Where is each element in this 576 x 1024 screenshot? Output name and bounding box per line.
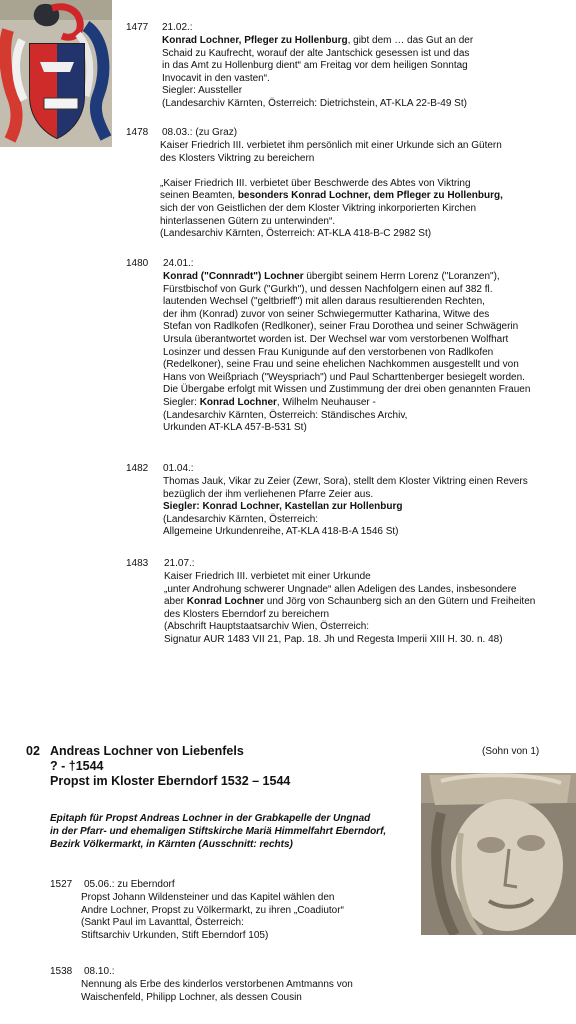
entry-line [163, 347, 530, 360]
entry-line [160, 165, 503, 178]
entry-line [163, 501, 528, 514]
entry-line [160, 228, 503, 241]
entry-line [160, 216, 503, 229]
text-segment: (Landesarchiv Kärnten, Österreich: AT-KLA 418-B-C 2982 St) [160, 228, 432, 240]
section-number: 02 [26, 744, 40, 758]
entry-line [164, 621, 535, 634]
text-segment: Die Übergabe erfolgt mit Wissen und Zustimmung der drei oben genannten Frauen [163, 384, 531, 396]
text-segment: lautenden Wechsel ("geltbrieff") mit allen daraus resultierenden Rechten, [163, 296, 485, 308]
epitaph-caption [50, 812, 386, 851]
text-segment: des Klosters Eberndorf zu bereichern [164, 608, 330, 620]
section-person-name: Andreas Lochner von Liebenfels [50, 744, 244, 758]
text-segment: in das Amt zu Hollenburg dient“ am Freitag vor dem heiligen Sonntag [162, 60, 468, 72]
stone-relief-icon [421, 773, 576, 935]
entry-date: 24.01.: [163, 258, 194, 269]
text-segment: hinterlassenen Gütern zu unterwinden“. [160, 215, 336, 227]
text-segment: (Redelkoner), seine Frau und seine ehelichen Nachkommen ausgestellt und von [163, 359, 519, 371]
entry-line [164, 584, 535, 597]
text-segment: der ihm (Konrad) zuvor von seiner Schwiegermutter Katharina, Witwe des [163, 308, 490, 320]
text-segment: Invocavit in den vasten“. [162, 72, 270, 84]
entry-line [160, 178, 503, 191]
entry-year: 1482 [126, 463, 149, 474]
entry-year: 1480 [126, 258, 149, 269]
text-segment: des Klosters Viktring zu bereichern [160, 152, 315, 164]
entry-line: Propst Johann Wildensteiner und das Kapitel wählen den [81, 892, 335, 903]
epitaph-photo [421, 773, 576, 935]
text-segment: Losinzer und dessen Frau Kunigunde auf den verstorbenen von Radlkofen [163, 346, 494, 358]
text-segment: Siegler: Aussteller [162, 85, 243, 97]
entry-body [163, 476, 528, 539]
text-segment: Allgemeine Urkundenreihe, AT-KLA 418-B-A 1546 St) [163, 526, 399, 538]
entry-line [160, 140, 503, 153]
entry-line [163, 296, 530, 309]
text-segment: Signatur AUR 1483 VII 21, Pap. 18. Jh und Regesta Imperii XIII H. 30. n. 48) [164, 633, 503, 645]
entry-body [81, 979, 353, 1004]
text-segment: „Kaiser Friedrich III. verbietet über Beschwerde des Abtes von Viktring [160, 177, 471, 189]
entry-line [163, 359, 530, 372]
text-segment: Siegler: [163, 396, 200, 408]
entry-line [163, 271, 530, 284]
entry-line [160, 190, 503, 203]
entry-line [163, 372, 530, 385]
text-segment: (Landesarchiv Kärnten, Österreich: [163, 513, 319, 525]
text-segment: „unter Androhung schwerer Ungnade“ allen Adeligen des Landes, insbesondere [164, 583, 517, 595]
entry-body [160, 140, 503, 241]
text-segment: Kaiser Friedrich III. verbietet mit einer Urkunde [164, 571, 371, 582]
epitaph-line: Epitaph für Propst Andreas Lochner in der Grabkapelle der Ungnad [50, 813, 371, 824]
epitaph-line: Bezirk Völkermarkt, in Kärnten (Ausschnitt: rechts) [50, 839, 293, 850]
text-segment: (Landesarchiv Kärnten, Österreich: Ständisches Archiv, [163, 409, 408, 421]
entry-date: 21.02.: [162, 22, 193, 33]
entry-line: Waischenfeld, Philipp Lochner, als dessen Cousin [81, 991, 302, 1003]
text-segment: (Abschrift Hauptstaatsarchiv Wien, Österreich: [164, 621, 370, 633]
entry-body [163, 271, 530, 435]
coat-of-arms-icon [0, 0, 112, 147]
entry-line [162, 85, 473, 98]
entry-line [163, 476, 528, 489]
text-segment: Fürstbischof von Gurk ("Gurkh"), und dessen Nachfolgern einen auf 382 fl. [163, 283, 493, 295]
entry-date: 05.06.: zu Eberndorf [84, 879, 175, 890]
text-segment: , gibt dem … das Gut an der [347, 35, 474, 46]
entry-line [163, 397, 530, 410]
entry-line [164, 571, 535, 584]
text-segment: Thomas Jauk, Vikar zu Zeier (Zewr, Sora), stellt dem Kloster Viktring einen Revers [163, 476, 528, 487]
text-segment: übergibt seinem Herrn Lorenz ("Loranzen"), [303, 271, 500, 282]
entry-body [81, 892, 344, 942]
text-segment: Hans von Weißpriach ("Weyspriach") und Paul Scharttenberger besiegelt worden. [163, 371, 525, 383]
entry-line [163, 514, 528, 527]
bold-segment: besonders Konrad Lochner, dem Pfleger zu Hollenburg, [237, 190, 503, 202]
section-life-dates: ? - †1544 [50, 759, 104, 773]
entry-line [163, 422, 530, 435]
bold-segment: Konrad Lochner [186, 596, 265, 608]
entry-line [160, 203, 503, 216]
coat-of-arms-image [0, 0, 112, 147]
text-segment: Urkunden AT-KLA 457-B-531 St) [163, 422, 307, 434]
text-segment: sich der von Geistlichen der dem Kloster Viktring inkorporierten Kirchen [160, 202, 477, 214]
entry-line [162, 60, 473, 73]
text-segment: und Jörg von Schaunberg sich an den Gütern und Freiheiten [264, 596, 536, 608]
entry-line: Stiftsarchiv Urkunden, Stift Eberndorf 105) [81, 929, 269, 941]
entry-year: 1477 [126, 22, 149, 33]
text-segment: aber [164, 596, 187, 608]
entry-line [163, 384, 530, 397]
entry-line [163, 284, 530, 297]
entry-year: 1527 [50, 879, 73, 890]
epitaph-line: in der Pfarr- und ehemaligen Stiftskirche Mariä Himmelfahrt Eberndorf, [50, 826, 387, 837]
entry-line [164, 634, 535, 647]
bold-segment: Konrad ("Connradt") Lochner [163, 271, 304, 282]
entry-line [164, 596, 535, 609]
bold-segment: Siegler: Konrad Lochner, Kastellan zur Hollenburg [163, 501, 403, 513]
entry-line: (Sankt Paul im Lavanttal, Österreich: [81, 917, 244, 929]
entry-line [162, 73, 473, 86]
entry-line [162, 48, 473, 61]
text-segment: Stefan von Radlkofen (Redlkoner), seiner Frau Dorothea und seiner Schwägerin [163, 321, 519, 333]
entry-line: Andre Lochner, Propst zu Völkermarkt, zu ihren „Coadiutor“ [81, 904, 344, 916]
entry-line [163, 526, 528, 539]
entry-date: 21.07.: [164, 558, 195, 569]
entry-body [164, 571, 535, 647]
entry-line [162, 35, 473, 48]
entry-date: 08.10.: [84, 966, 115, 977]
entry-date: 08.03.: (zu Graz) [162, 127, 238, 138]
section-title: Propst im Kloster Eberndorf 1532 – 1544 [50, 774, 291, 788]
bold-segment: Konrad Lochner, Pfleger zu Hollenburg [162, 35, 348, 46]
text-segment: (Landesarchiv Kärnten, Österreich: Dietrichstein, AT-KLA 22-B-49 St) [162, 97, 467, 109]
entry-line [160, 153, 503, 166]
entry-line [163, 334, 530, 347]
entry-line: Nennung als Erbe des kinderlos verstorbenen Amtmanns von [81, 979, 353, 990]
entry-line [163, 309, 530, 322]
entry-date: 01.04.: [163, 463, 194, 474]
entry-line [162, 98, 473, 111]
entry-year: 1483 [126, 558, 149, 569]
entry-line [163, 410, 530, 423]
text-segment: Schaid zu Kaufrecht, worauf der alte Jantschick gesessen ist und das [162, 47, 470, 59]
section-relation: (Sohn von 1) [482, 746, 540, 757]
entry-line [164, 609, 535, 622]
text-segment: bezüglich der ihm verliehenen Pfarre Zeier aus. [163, 488, 374, 500]
entry-line [163, 489, 528, 502]
entry-line [163, 321, 530, 334]
entry-year: 1538 [50, 966, 73, 977]
entry-body [162, 35, 473, 111]
entry-year: 1478 [126, 127, 149, 138]
bold-segment: Konrad Lochner [199, 396, 277, 408]
text-segment: seinen Beamten, [160, 190, 238, 202]
text-segment: Ursula überantwortet worden ist. Der Wechsel war vom verstorbenen Wolfhart [163, 333, 509, 345]
text-segment: Kaiser Friedrich III. verbietet ihm persönlich mit einer Urkunde sich an Gütern [160, 140, 502, 151]
text-segment: , Wilhelm Neuhauser - [276, 396, 376, 408]
